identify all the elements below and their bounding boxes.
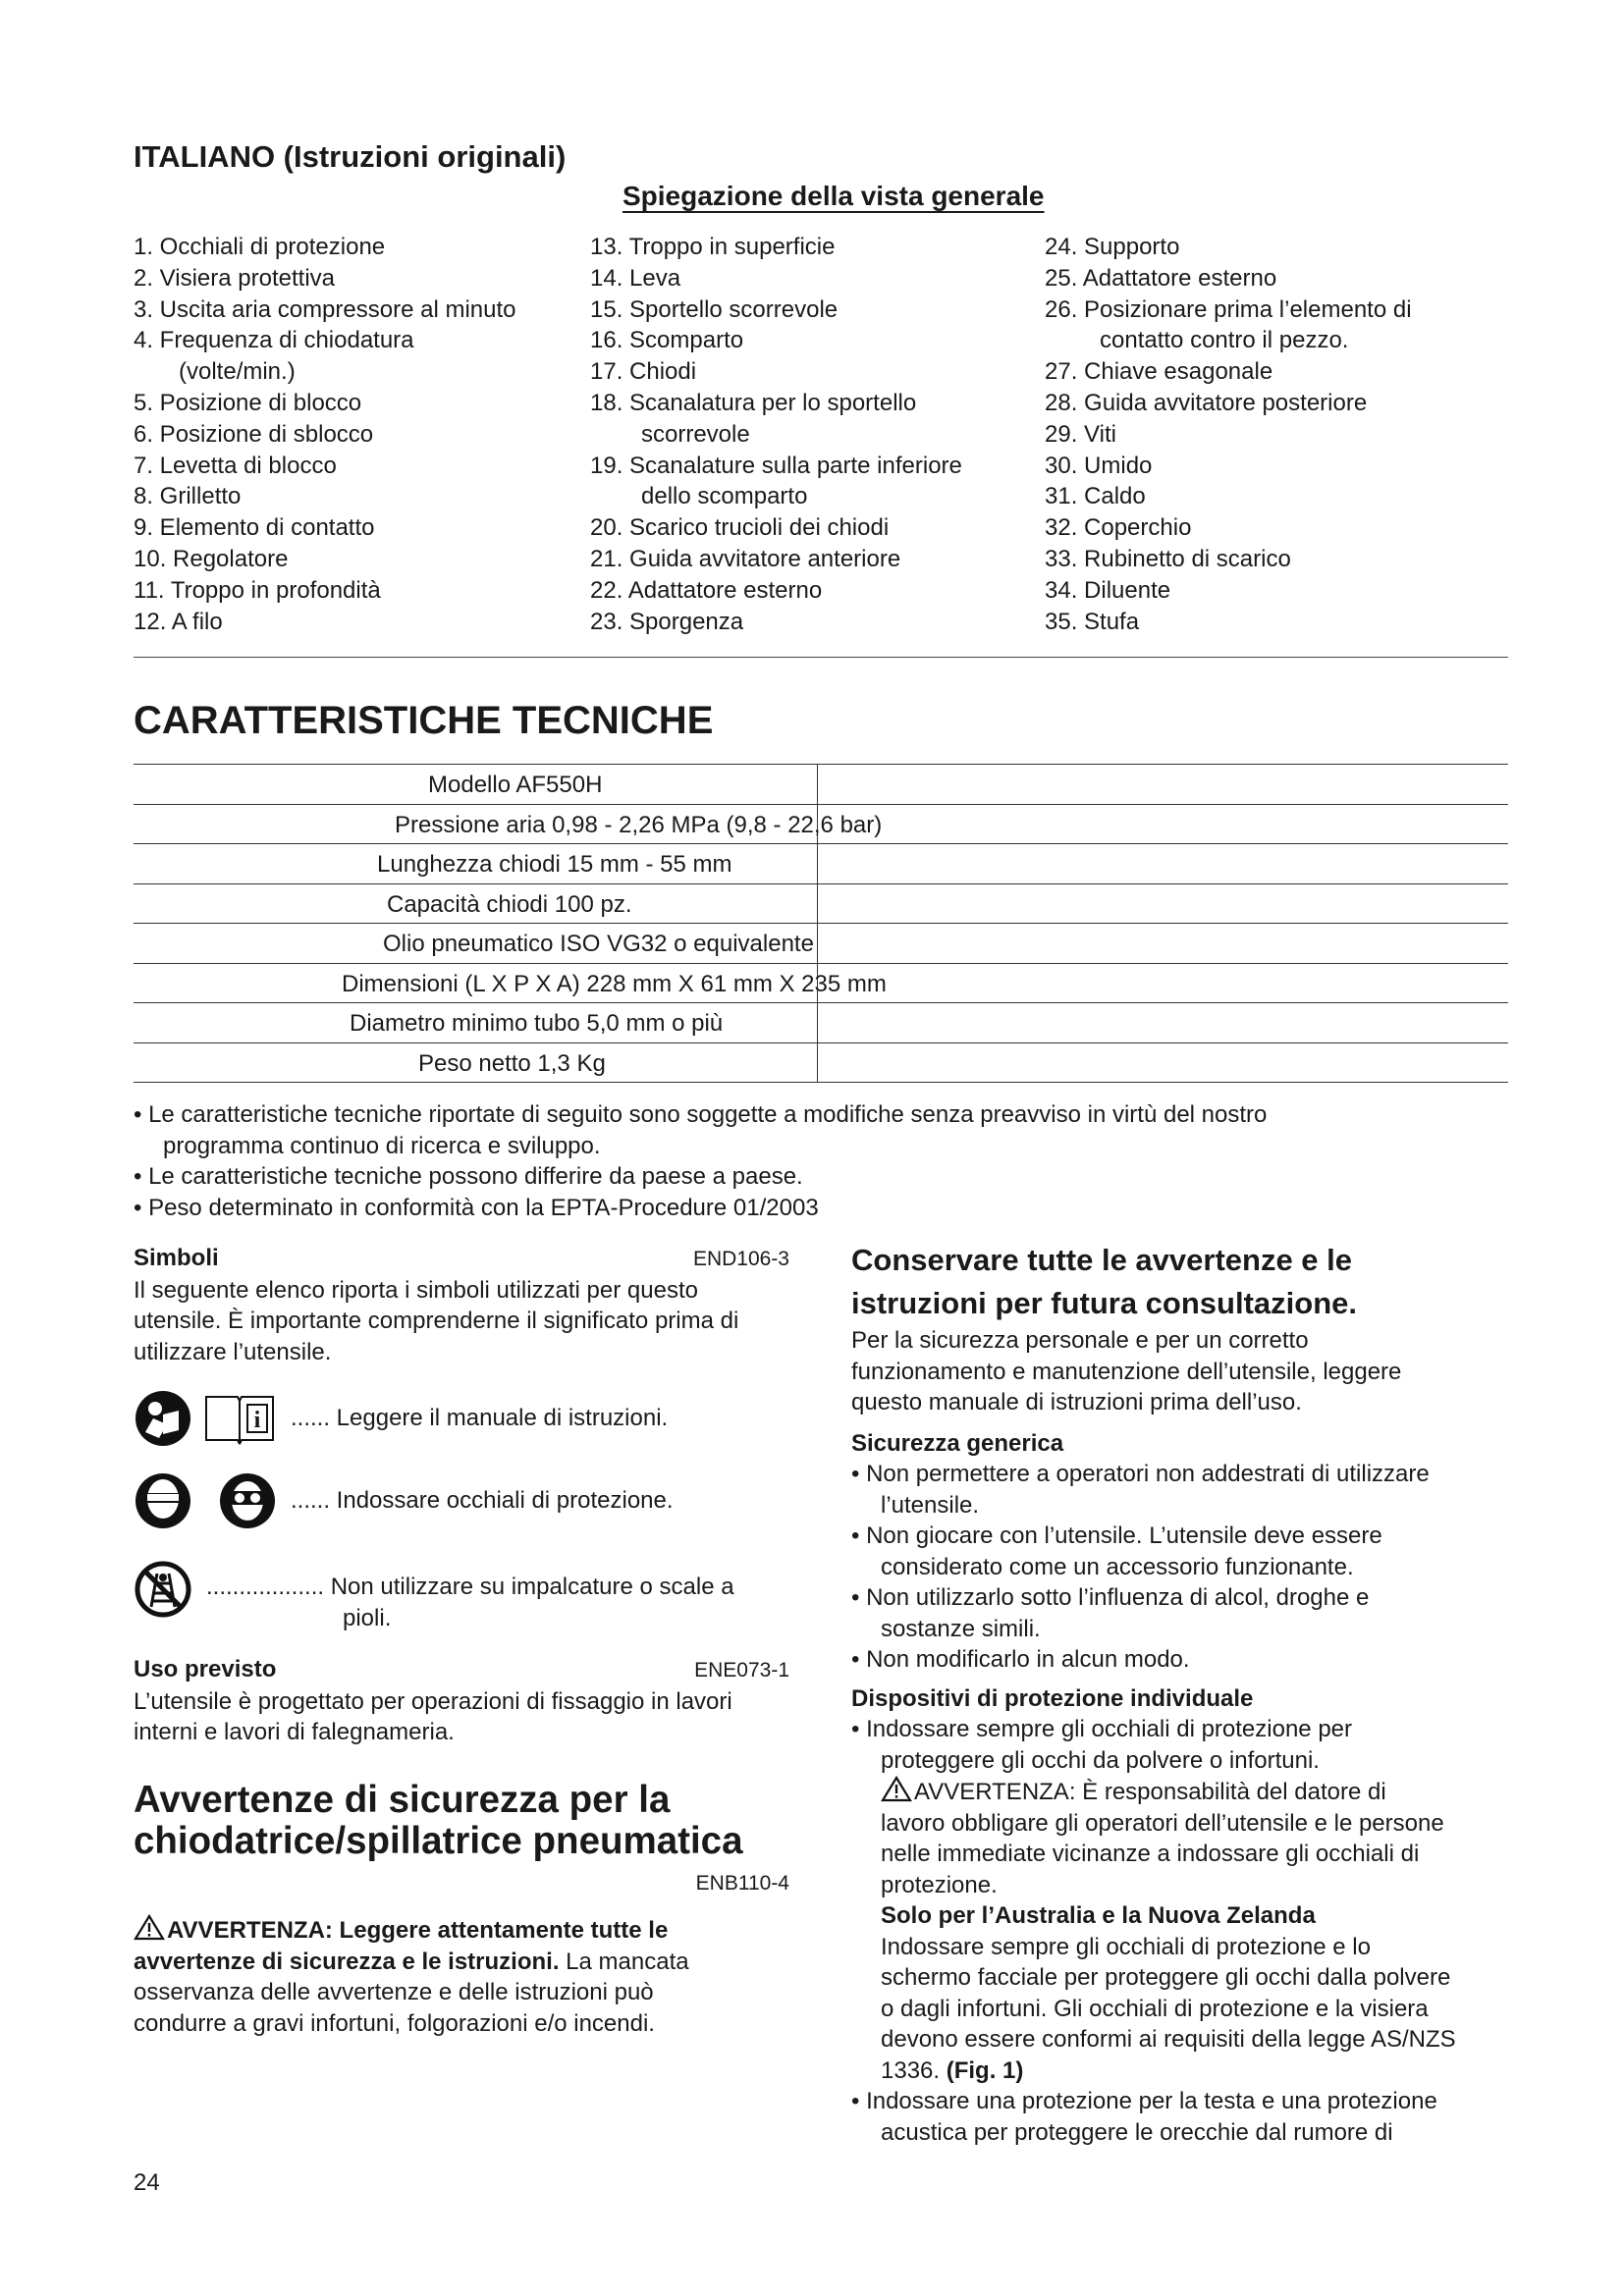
table-cell: Dimensioni (L X P X A) 228 mm X 61 mm X 235 mm — [342, 970, 887, 997]
list-item: 23. Sporgenza — [590, 608, 744, 635]
safety-warning-line — [134, 1914, 789, 1947]
list-item: scorrevole — [641, 420, 750, 448]
list-item: 31. Caldo — [1045, 483, 1146, 510]
list-item: 15. Sportello scorrevole — [590, 295, 839, 323]
table-row — [134, 1043, 1508, 1084]
ppe-warning-line: protezione. — [881, 1871, 998, 1898]
table-row — [134, 844, 1508, 884]
right-column — [851, 1239, 1509, 2148]
list-item: • Non giocare con l’utensile. L’utensile deve essere — [851, 1522, 1382, 1549]
list-item: • Non modificarlo in alcun modo. — [851, 1646, 1190, 1673]
ppe-warning-line: nelle immediate vicinanze a indossare gli occhiali di — [881, 1841, 1420, 1867]
list-item: 32. Coperchio — [1045, 514, 1192, 542]
list-item: 19. Scanalature sulla parte inferiore — [590, 452, 962, 479]
section-divider — [134, 657, 1508, 658]
list-item: contatto contro il pezzo. — [1100, 327, 1349, 354]
table-row — [134, 964, 1508, 1004]
table-cell: Capacità chiodi 100 pz. — [387, 890, 632, 918]
anz-line: devono essere conformi ai requisiti della legge AS/NZS — [881, 2026, 1456, 2053]
table-cell: Olio pneumatico ISO VG32 o equivalente — [383, 931, 814, 957]
intended-use-line: L’utensile è progettato per operazioni di fissaggio in lavori — [134, 1687, 732, 1715]
symbol-text: .................. Non utilizzare su impalcature o scale a — [206, 1574, 734, 1600]
symbols-heading: Simboli — [134, 1245, 219, 1271]
list-item: 33. Rubinetto di scarico — [1045, 545, 1291, 572]
table-row — [134, 805, 1508, 845]
symbol-text: ...... Indossare occhiali di protezione. — [291, 1487, 674, 1514]
list-item: 7. Levetta di blocco — [134, 452, 337, 479]
list-item: 14. Leva — [590, 264, 681, 292]
anz-line: schermo facciale per proteggere gli occhi dalla polvere — [881, 1964, 1451, 1991]
book-info-icon — [204, 1393, 275, 1446]
list-item: 28. Guida avvitatore posteriore — [1045, 389, 1368, 416]
anz-line — [851, 2056, 1509, 2087]
symbol-row-ladder — [134, 1558, 789, 1644]
safety-title-line: Avvertenze di sicurezza per la — [134, 1778, 671, 1821]
table-cell: Modello AF550H — [428, 772, 603, 798]
list-item: dello scomparto — [641, 483, 808, 510]
list-item: • Indossare una protezione per la testa e una protezione — [851, 2088, 1437, 2114]
note: • Le caratteristiche tecniche riportate di seguito sono soggette a modifiche senza preavviso in virtù del nostro — [134, 1101, 1268, 1128]
table-row — [134, 765, 1508, 805]
overview-title: Spiegazione della vista generale — [623, 181, 1045, 211]
read-manual-icon — [134, 1389, 192, 1448]
list-item: 3. Uscita aria compressore al minuto — [134, 295, 516, 323]
list-item: 21. Guida avvitatore anteriore — [590, 545, 901, 572]
parts-column-3 — [1045, 232, 1412, 637]
warning-icon — [881, 1776, 912, 1802]
list-item: 4. Frequenza di chiodatura — [134, 327, 414, 354]
list-item: 35. Stufa — [1045, 608, 1140, 635]
list-item: 27. Chiave esagonale — [1045, 358, 1273, 386]
svg-text:i: i — [253, 1408, 261, 1433]
anz-line: Indossare sempre gli occhiali di protezione e lo — [881, 1933, 1371, 1960]
list-item: 29. Viti — [1045, 420, 1116, 448]
anz-heading: Solo per l’Australia e la Nuova Zelanda — [881, 1902, 1316, 1929]
table-row — [134, 1003, 1508, 1043]
intended-use-heading: Uso previsto — [134, 1656, 277, 1682]
list-item: 13. Troppo in superficie — [590, 234, 836, 260]
list-item: 12. A filo — [134, 608, 223, 635]
list-item: 25. Adattatore esterno — [1045, 264, 1277, 292]
symbols-intro-line: Il seguente elenco riporta i simboli utilizzati per questo — [134, 1276, 698, 1304]
table-row — [134, 924, 1508, 964]
warning-icon — [134, 1914, 165, 1941]
page-number: 24 — [134, 2169, 160, 2196]
symbol-row-manual — [134, 1389, 789, 1462]
list-item: 34. Diluente — [1045, 576, 1171, 604]
safety-warning-line: condurre a gravi infortuni, folgorazioni e/o incendi. — [134, 2009, 655, 2037]
right-intro-line: funzionamento e manutenzione dell’utensile, leggere — [851, 1358, 1402, 1385]
list-item: • Indossare sempre gli occhiali di protezione per — [851, 1716, 1352, 1742]
parts-column-1 — [134, 232, 515, 637]
right-intro-line: questo manuale di istruzioni prima dell’uso. — [851, 1389, 1302, 1415]
intended-use-line: interni e lavori di falegnameria. — [134, 1719, 455, 1745]
face-shield-icon — [134, 1471, 192, 1530]
ppe-heading: Dispositivi di protezione individuale — [851, 1684, 1254, 1712]
list-item: 10. Regolatore — [134, 545, 289, 572]
ppe-warning-line — [851, 1776, 1509, 1808]
safety-warning-line — [134, 1947, 789, 1978]
intended-use-code: ENE073-1 — [694, 1659, 789, 1682]
safety-warning-text: La mancata — [559, 1948, 689, 1975]
list-item: 11. Troppo in profondità — [134, 576, 381, 604]
ppe-warning-line: lavoro obbligare gli operatori dell’utensile e le persone — [881, 1809, 1444, 1837]
no-ladder-icon — [134, 1560, 192, 1619]
table-cell: Peso netto 1,3 Kg — [418, 1049, 606, 1077]
list-item: 5. Posizione di blocco — [134, 389, 362, 416]
list-item: considerato come un accessorio funzionante. — [881, 1553, 1354, 1580]
list-item: • Non utilizzarlo sotto l’influenza di alcol, droghe e — [851, 1584, 1370, 1611]
safety-code: ENB110-4 — [695, 1871, 789, 1895]
ppe-warning-text: AVVERTENZA: È responsabilità del datore di — [914, 1779, 1386, 1805]
anz-line: o dagli infortuni. Gli occhiali di protezione e la visiera — [881, 1995, 1429, 2022]
intended-use-header — [134, 1654, 789, 1686]
safety-warning-bold: AVVERTENZA: Leggere attentamente tutte le — [167, 1917, 669, 1944]
language-title: ITALIANO (Istruzioni originali) — [134, 139, 567, 174]
figure-reference: (Fig. 1) — [946, 2056, 1024, 2084]
note: programma continuo di ricerca e sviluppo. — [163, 1132, 601, 1159]
symbol-row-eyewear — [134, 1471, 789, 1544]
table-cell: Pressione aria 0,98 - 2,26 MPa (9,8 - 22,6 bar) — [395, 811, 883, 838]
list-item: • Non permettere a operatori non addestrati di utilizzare — [851, 1461, 1430, 1487]
list-item: 17. Chiodi — [590, 358, 697, 386]
goggles-icon — [218, 1471, 277, 1530]
list-item: 26. Posizionare prima l’elemento di — [1045, 295, 1412, 323]
note: • Peso determinato in conformità con la EPTA-Procedure 01/2003 — [134, 1194, 819, 1221]
list-item: 1. Occhiali di protezione — [134, 234, 386, 260]
list-item: 24. Supporto — [1045, 234, 1180, 260]
parts-column-2 — [590, 232, 962, 637]
symbols-intro-line: utilizzare l’utensile. — [134, 1338, 332, 1365]
list-item: 22. Adattatore esterno — [590, 576, 823, 604]
table-row — [134, 884, 1508, 925]
list-item: proteggere gli occhi da polvere o infortuni. — [881, 1746, 1320, 1774]
left-column — [134, 1243, 789, 2039]
list-item: (volte/min.) — [179, 358, 296, 386]
list-item: 20. Scarico trucioli dei chiodi — [590, 514, 890, 542]
table-cell: Lunghezza chiodi 15 mm - 55 mm — [377, 851, 732, 878]
table-cell: Diametro minimo tubo 5,0 mm o più — [350, 1010, 724, 1037]
safety-warning-line: osservanza delle avvertenze e delle istruzioni può — [134, 1979, 654, 2005]
symbol-text: pioli. — [343, 1605, 392, 1631]
list-item: 6. Posizione di sblocco — [134, 420, 374, 448]
safety-title-line: chiodatrice/spillatrice pneumatica — [134, 1819, 743, 1862]
note: • Le caratteristiche tecniche possono differire da paese a paese. — [134, 1163, 803, 1190]
symbols-header — [134, 1243, 789, 1275]
anz-standard: 1336. — [881, 2056, 947, 2084]
right-heading-line: istruzioni per futura consultazione. — [851, 1286, 1357, 1320]
list-item: 16. Scomparto — [590, 327, 744, 354]
specs-table — [134, 764, 1508, 1083]
symbols-code: END106-3 — [692, 1248, 789, 1270]
list-item: acustica per proteggere le orecchie dal rumore di — [881, 2118, 1393, 2146]
list-item: sostanze simili. — [881, 1615, 1041, 1642]
list-item: 30. Umido — [1045, 452, 1153, 479]
symbols-intro-line: utensile. È importante comprenderne il significato prima di — [134, 1308, 739, 1334]
list-item: 9. Elemento di contatto — [134, 514, 375, 542]
symbol-text: ...... Leggere il manuale di istruzioni. — [291, 1405, 669, 1431]
list-item: 2. Visiera protettiva — [134, 264, 335, 292]
specs-notes — [134, 1099, 1508, 1223]
list-item: l’utensile. — [881, 1491, 980, 1519]
list-item: 18. Scanalatura per lo sportello — [590, 389, 917, 416]
right-heading-line: Conservare tutte le avvertenze e le — [851, 1243, 1353, 1277]
general-safety-heading: Sicurezza generica — [851, 1429, 1064, 1457]
safety-warning-bold: avvertenze di sicurezza e le istruzioni. — [134, 1948, 560, 1975]
list-item: 8. Grilletto — [134, 483, 242, 510]
right-intro-line: Per la sicurezza personale e per un corretto — [851, 1327, 1309, 1354]
specs-title: CARATTERISTICHE TECNICHE — [134, 699, 714, 742]
